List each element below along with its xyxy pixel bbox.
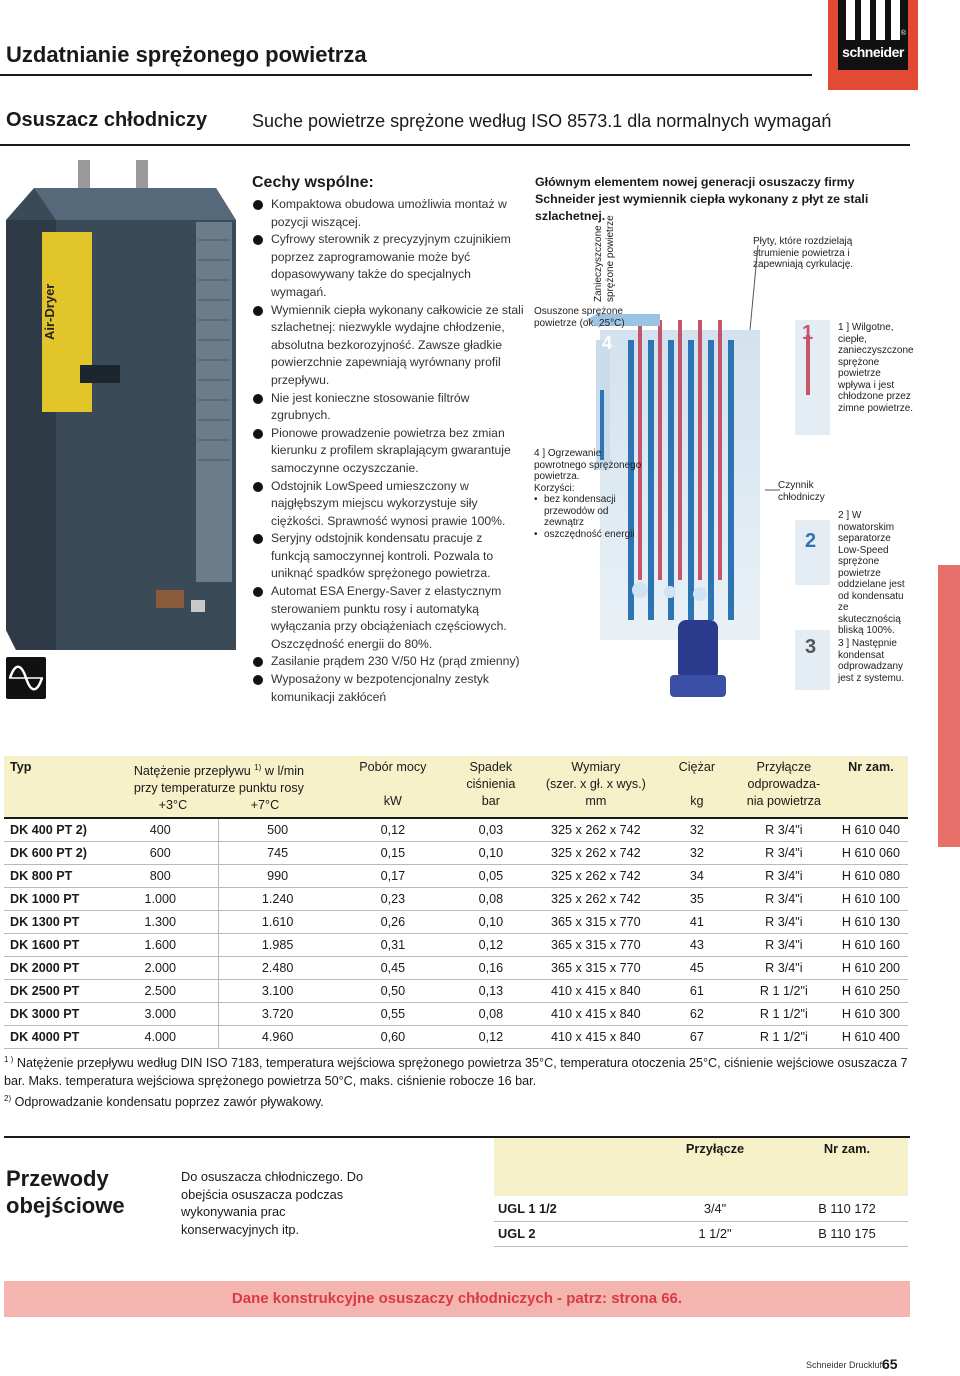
diagram-step-4 xyxy=(534,448,646,540)
table-row xyxy=(4,910,908,933)
table-cell-conn: R 1 1/2"i xyxy=(734,1025,834,1048)
feature-item: Wymiennik ciepła wykonany całkowicie ze stali szlachetnej: niezwykle wydajne chłodzenie, absolutna bezkorozyjność. Zawsze gładkie powierzchnie zapewniają wyrównany profil przepływu. xyxy=(252,302,524,390)
table-cell-weight: 62 xyxy=(660,1002,734,1025)
table-cell-typ: DK 1300 PT xyxy=(4,910,102,933)
col-header-flow-line2: przy temperaturze punktu rosy xyxy=(133,781,304,796)
table-cell-conn: R 3/4"i xyxy=(734,818,834,841)
bypass-col-header-order: Nr zam. xyxy=(786,1138,908,1196)
table-cell-order: H 610 400 xyxy=(834,1025,908,1048)
table-cell-weight: 32 xyxy=(660,818,734,841)
table-cell-power: 0,15 xyxy=(336,841,450,864)
diagram-label-contaminated: Zanieczyszczone sprężone powietrze xyxy=(593,215,616,302)
heat-exchanger-diagram xyxy=(530,215,914,710)
table-cell-power: 0,31 xyxy=(336,933,450,956)
table-cell-conn: R 1 1/2"i xyxy=(734,979,834,1002)
col-header-power-label: Pobór mocy xyxy=(359,760,427,774)
table-row xyxy=(4,979,908,1002)
table-cell-dims: 325 x 262 x 742 xyxy=(532,841,660,864)
col-header-drop-line1: Spadek xyxy=(469,760,513,774)
table-row xyxy=(4,933,908,956)
table-cell-dims: 365 x 315 x 770 xyxy=(532,933,660,956)
col-header-typ: Typ xyxy=(4,756,102,818)
col-header-dims-line1: Wymiary xyxy=(571,760,621,774)
bypass-cell-order: B 110 175 xyxy=(786,1221,908,1246)
col-header-flow-3c: +3°C xyxy=(158,798,188,813)
table-cell-f7: 2.480 xyxy=(219,956,336,979)
diagram-number-2: 2 xyxy=(805,530,817,552)
col-header-drop xyxy=(450,756,532,818)
title-divider xyxy=(0,74,812,76)
col-header-dims-unit: mm xyxy=(585,794,607,808)
bypass-cell-name: UGL 1 1/2 xyxy=(494,1196,644,1221)
bypass-title xyxy=(6,1165,125,1219)
bypass-table xyxy=(494,1138,908,1247)
table-row xyxy=(4,841,908,864)
table-row xyxy=(4,864,908,887)
brand-logo xyxy=(828,0,918,90)
col-header-order: Nr zam. xyxy=(834,756,908,818)
diagram-benefit-item: • bez kondensacji przewodów od zewnątrz xyxy=(534,494,646,529)
table-cell-f7: 4.960 xyxy=(219,1025,336,1048)
table-cell-f7: 3.720 xyxy=(219,1002,336,1025)
reference-banner: Dane konstrukcyjne osuszaczy chłodniczych - patrz: strona 66. xyxy=(4,1281,910,1317)
diagram-step-3: 3 ] Następnie kondensat odprowadzany jest z systemu. xyxy=(838,638,905,684)
table-cell-order: H 610 100 xyxy=(834,887,908,910)
table-cell-order: H 610 060 xyxy=(834,841,908,864)
col-header-flow-unit: w l/min xyxy=(264,764,305,779)
table-row xyxy=(4,818,908,841)
table-cell-weight: 43 xyxy=(660,933,734,956)
table-cell-order: H 610 080 xyxy=(834,864,908,887)
table-cell-weight: 32 xyxy=(660,841,734,864)
features-list xyxy=(252,174,524,706)
table-row xyxy=(494,1196,908,1221)
table-cell-typ: DK 4000 PT xyxy=(4,1025,102,1048)
table-cell-drop: 0,12 xyxy=(450,1025,532,1048)
diagram-number-4: 4 xyxy=(602,333,613,353)
bypass-col-header-connection: Przyłącze xyxy=(644,1138,786,1196)
table-cell-drop: 0,05 xyxy=(450,864,532,887)
diagram-number-3: 3 xyxy=(805,636,817,658)
table-cell-power: 0,23 xyxy=(336,887,450,910)
diagram-benefit-item: • oszczędność energii xyxy=(534,529,646,541)
brand-registered-mark: ® xyxy=(900,30,906,37)
table-cell-f3: 600 xyxy=(102,841,219,864)
feature-item: Cyfrowy sterownik z precyzyjnym czujnikiem poprzez zaprogramowanie może być dopasowywany także do specjalnych wymagań. xyxy=(252,231,524,301)
table-cell-conn: R 3/4"i xyxy=(734,864,834,887)
table-cell-weight: 41 xyxy=(660,910,734,933)
diagram-label-plates: Płyty, które rozdzielają strumienie powietrza i zapewniają cyrkulację. xyxy=(753,236,854,270)
table-cell-f3: 400 xyxy=(102,818,219,841)
table-cell-f7: 1.985 xyxy=(219,933,336,956)
diagram-label-refrigerant: Czynnik chłodniczy xyxy=(778,480,825,503)
col-header-dims-line2: (szer. x gł. x wys.) xyxy=(545,777,646,791)
bypass-cell-conn: 3/4" xyxy=(644,1196,786,1221)
section-subtitle: Suche powietrze sprężone według ISO 8573.1 dla normalnych wymagań xyxy=(252,111,832,131)
dryer-specs-table xyxy=(4,756,908,1049)
col-header-flow-line1: Natężenie przepływu xyxy=(133,764,251,779)
footnote-1-mark: 1 ) xyxy=(4,1055,14,1064)
col-header-connection xyxy=(734,756,834,818)
table-cell-f7: 1.610 xyxy=(219,910,336,933)
features-heading: Cechy wspólne: xyxy=(252,174,374,191)
col-header-weight-unit: kg xyxy=(690,794,704,808)
table-cell-conn: R 3/4"i xyxy=(734,956,834,979)
table-cell-f3: 1.600 xyxy=(102,933,219,956)
table-cell-drop: 0,08 xyxy=(450,1002,532,1025)
table-cell-typ: DK 400 PT 2) xyxy=(4,818,102,841)
table-cell-typ: DK 3000 PT xyxy=(4,1002,102,1025)
table-cell-power: 0,45 xyxy=(336,956,450,979)
table-cell-f7: 500 xyxy=(219,818,336,841)
table-cell-power: 0,26 xyxy=(336,910,450,933)
feature-item: Kompaktowa obudowa umożliwia montaż w pozycji wiszącej. xyxy=(252,196,524,231)
section-title: Osuszacz chłodniczy xyxy=(6,109,208,131)
col-header-flow-7c: +7°C xyxy=(250,798,280,813)
bypass-cell-order: B 110 172 xyxy=(786,1196,908,1221)
table-cell-f7: 3.100 xyxy=(219,979,336,1002)
col-header-conn-line3: nia powietrza xyxy=(746,794,821,808)
table-cell-f7: 745 xyxy=(219,841,336,864)
diagram-benefits-label: Korzyści: xyxy=(534,482,575,494)
air-dryer-product-image xyxy=(6,160,236,650)
feature-item: Pionowe prowadzenie powietrza bez zmian kierunku z profilem skraplającym gwarantuje samoczynne oczyszczanie. xyxy=(252,425,524,478)
table-row xyxy=(494,1221,908,1246)
table-cell-weight: 61 xyxy=(660,979,734,1002)
feature-item: Odstojnik LowSpeed umieszczony w najgłębszym miejscu wykorzystuje siły ciężkości. Sprawność wynosi prawie 100%. xyxy=(252,478,524,531)
table-cell-f3: 3.000 xyxy=(102,1002,219,1025)
table-cell-drop: 0,13 xyxy=(450,979,532,1002)
bypass-cell-conn: 1 1/2" xyxy=(644,1221,786,1246)
table-cell-conn: R 1 1/2"i xyxy=(734,1002,834,1025)
table-cell-order: H 610 200 xyxy=(834,956,908,979)
col-header-dims xyxy=(532,756,660,818)
table-cell-power: 0,12 xyxy=(336,818,450,841)
brand-logo-text: schneider xyxy=(842,44,904,60)
table-cell-dims: 365 x 315 x 770 xyxy=(532,910,660,933)
table-cell-f3: 2.000 xyxy=(102,956,219,979)
page-number: 65 xyxy=(882,1356,898,1372)
diagram-step-4-title: 4 ] Ogrzewanie powrotnego sprężonego powietrza. xyxy=(534,448,642,482)
col-header-drop-unit: bar xyxy=(481,794,500,808)
table-cell-drop: 0,03 xyxy=(450,818,532,841)
table-cell-drop: 0,10 xyxy=(450,841,532,864)
feature-item: Seryjny odstojnik kondensatu pracuje z funkcją samoczynnej kontroli. Pozwala to uniknąć spadków sprężonego powietrza. xyxy=(252,530,524,583)
col-header-conn-line2: odprowadza- xyxy=(747,777,821,791)
table-row xyxy=(4,1002,908,1025)
diagram-title: Głównym elementem nowej generacji osuszaczy firmy Schneider jest wymiennik ciepła wykonany z płyt ze stali szlachetnej. xyxy=(535,175,869,223)
table-cell-conn: R 3/4"i xyxy=(734,841,834,864)
table-cell-dims: 410 x 415 x 840 xyxy=(532,1025,660,1048)
table-cell-typ: DK 2000 PT xyxy=(4,956,102,979)
bypass-cell-name: UGL 2 xyxy=(494,1221,644,1246)
col-header-flow xyxy=(102,756,336,818)
table-cell-power: 0,60 xyxy=(336,1025,450,1048)
feature-item: Nie jest konieczne stosowanie filtrów zgrubnych. xyxy=(252,390,524,425)
col-header-power xyxy=(336,756,450,818)
table-cell-dims: 325 x 262 x 742 xyxy=(532,818,660,841)
table-cell-f3: 2.500 xyxy=(102,979,219,1002)
table-cell-drop: 0,16 xyxy=(450,956,532,979)
table-cell-typ: DK 1000 PT xyxy=(4,887,102,910)
footer-brand: Schneider Druckluft xyxy=(806,1360,885,1370)
feature-item: Zasilanie prądem 230 V/50 Hz (prąd zmienny) xyxy=(252,653,524,671)
table-cell-order: H 610 250 xyxy=(834,979,908,1002)
table-cell-f7: 1.240 xyxy=(219,887,336,910)
table-cell-typ: DK 600 PT 2) xyxy=(4,841,102,864)
table-cell-weight: 45 xyxy=(660,956,734,979)
table-cell-order: H 610 160 xyxy=(834,933,908,956)
table-cell-order: H 610 300 xyxy=(834,1002,908,1025)
table-cell-conn: R 3/4"i xyxy=(734,933,834,956)
col-header-weight-label: Ciężar xyxy=(678,760,716,774)
table-cell-order: H 610 130 xyxy=(834,910,908,933)
table-cell-weight: 34 xyxy=(660,864,734,887)
feature-item: Automat ESA Energy-Saver z elastycznym sterowaniem punktu rosy i automatyką wyłączania przy obciążeniach częściowych. Oszczędność energii do 80%. xyxy=(252,583,524,653)
table-cell-power: 0,17 xyxy=(336,864,450,887)
diagram-number-1: 1 xyxy=(802,322,814,344)
table-cell-f3: 4.000 xyxy=(102,1025,219,1048)
table-cell-drop: 0,10 xyxy=(450,910,532,933)
table-cell-dims: 325 x 262 x 742 xyxy=(532,887,660,910)
diagram-step-1: 1 ] Wilgotne, ciepłe, zanieczyszczone sprężone powietrze wpływa i jest chłodzone przez zimne powietrze. xyxy=(838,322,914,414)
col-header-power-unit: kW xyxy=(383,794,402,808)
table-cell-dims: 325 x 262 x 742 xyxy=(532,864,660,887)
footnotes xyxy=(4,1051,908,1112)
page-title: Uzdatnianie sprężonego powietrza xyxy=(6,42,367,67)
table-cell-drop: 0,12 xyxy=(450,933,532,956)
section-divider xyxy=(0,144,910,146)
table-cell-f3: 1.300 xyxy=(102,910,219,933)
footnote-1: Natężenie przepływu według DIN ISO 7183, temperatura wejściowa sprężonego powietrza 35°C, temperatura otoczenia 25°C, ciśnienie wejściowe osuszacza 7 bar. Maks. temperatura wejściowa sprężonego powietrza 50°C, maks. ciśnienie robocze 16 bar. xyxy=(4,1056,908,1088)
table-cell-drop: 0,08 xyxy=(450,887,532,910)
col-header-flow-footnote: 1) xyxy=(254,763,262,772)
bypass-title-line2: obejściowe xyxy=(6,1193,125,1218)
footnote-2-mark: 2) xyxy=(4,1094,12,1104)
bypass-col-header-name xyxy=(494,1138,644,1196)
table-cell-dims: 365 x 315 x 770 xyxy=(532,956,660,979)
table-cell-f3: 1.000 xyxy=(102,887,219,910)
table-cell-f3: 800 xyxy=(102,864,219,887)
table-cell-dims: 410 x 415 x 840 xyxy=(532,979,660,1002)
table-cell-power: 0,55 xyxy=(336,1002,450,1025)
table-cell-conn: R 3/4"i xyxy=(734,887,834,910)
table-row xyxy=(4,1025,908,1048)
product-label: Air-Dryer xyxy=(42,283,57,340)
table-cell-power: 0,50 xyxy=(336,979,450,1002)
bypass-description: Do osuszacza chłodniczego. Do obejścia osuszacza podczas wykonywania prac konserwacyjnych itp. xyxy=(181,1169,364,1237)
feature-item: Wyposażony w bezpotencjonalny zestyk komunikacji zakłóceń xyxy=(252,671,524,706)
table-cell-weight: 67 xyxy=(660,1025,734,1048)
table-cell-typ: DK 800 PT xyxy=(4,864,102,887)
col-header-drop-line2: ciśnienia xyxy=(466,777,516,791)
table-cell-f7: 990 xyxy=(219,864,336,887)
side-tab xyxy=(938,565,960,847)
bypass-title-line1: Przewody xyxy=(6,1166,109,1191)
ac-power-icon xyxy=(6,657,46,699)
diagram-step-2: 2 ] W nowatorskim separatorze Low-Speed sprężone powietrze oddzielane jest od kondensatu ze skutecznością bliską 100%. xyxy=(838,510,905,636)
diagram-label-dried: Osuszone sprężone powietrze (ok. 25°C) xyxy=(534,306,625,329)
table-cell-typ: DK 1600 PT xyxy=(4,933,102,956)
table-cell-dims: 410 x 415 x 840 xyxy=(532,1002,660,1025)
col-header-weight xyxy=(660,756,734,818)
table-cell-order: H 610 040 xyxy=(834,818,908,841)
table-cell-conn: R 3/4"i xyxy=(734,910,834,933)
table-row xyxy=(4,956,908,979)
footnote-2: Odprowadzanie kondensatu poprzez zawór pływakowy. xyxy=(14,1095,324,1110)
table-cell-weight: 35 xyxy=(660,887,734,910)
table-cell-typ: DK 2500 PT xyxy=(4,979,102,1002)
col-header-conn-line1: Przyłącze xyxy=(756,760,812,774)
table-row xyxy=(4,887,908,910)
